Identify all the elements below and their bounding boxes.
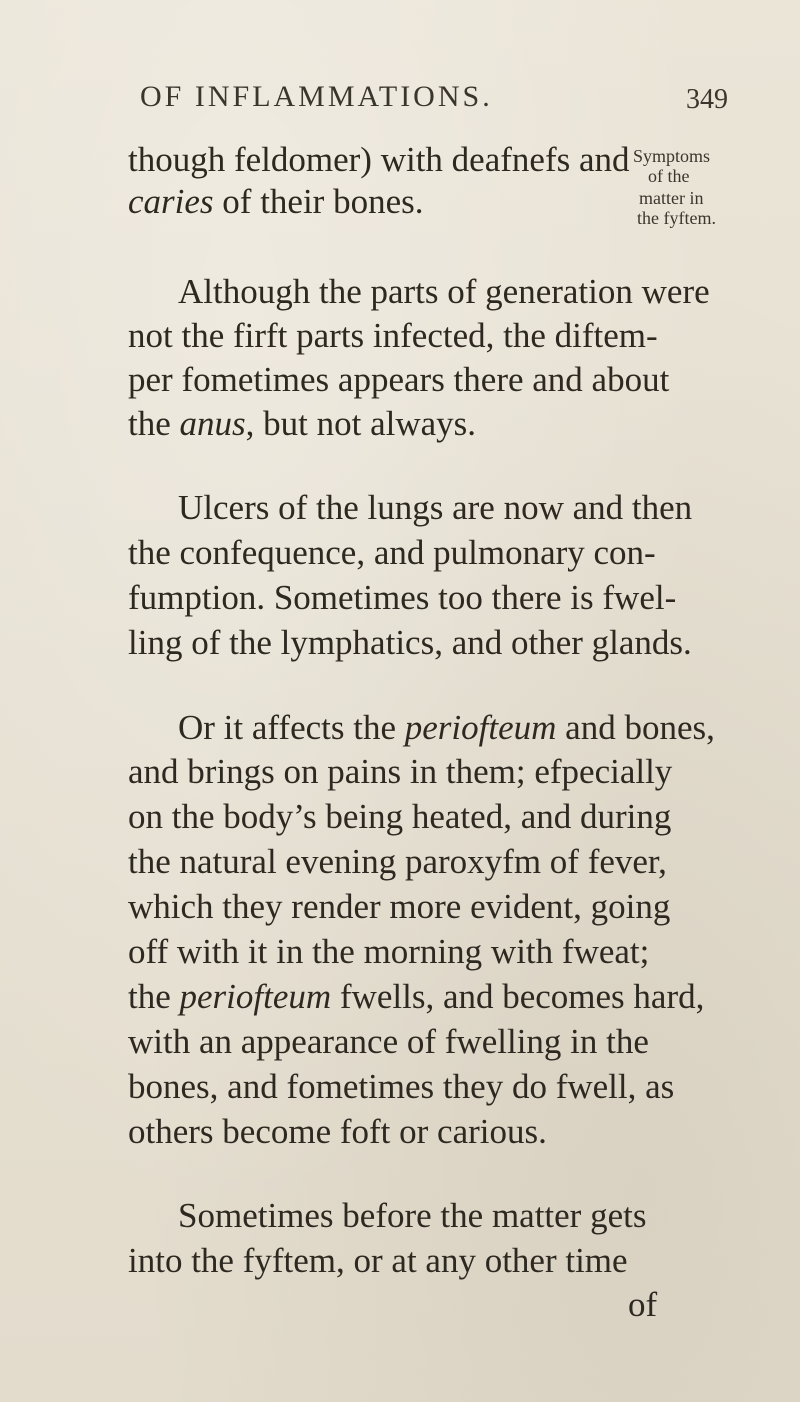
text-line: into the fyftem, or at any other time	[128, 1241, 628, 1280]
text-line: the confequence, and pulmonary con-	[128, 533, 656, 572]
text-line: the periofteum fwells, and becomes hard,	[128, 977, 705, 1016]
catchword: of	[628, 1285, 658, 1324]
margin-note-line-4: the fyftem.	[637, 208, 716, 228]
text-line: not the firft parts infected, the diftem-	[128, 316, 658, 355]
text-line: Although the parts of generation were	[178, 272, 710, 311]
text-line: others become foft or carious.	[128, 1112, 547, 1151]
text-line: per fometimes appears there and about	[128, 360, 670, 399]
text-line: and brings on pains in them; efpecially	[128, 752, 673, 791]
running-head-title: OF INFLAMMATIONS.	[140, 80, 493, 113]
text-line: which they render more evident, going	[128, 887, 671, 926]
text-line: the natural evening paroxyfm of fever,	[128, 842, 667, 881]
text-line: though feldomer) with deafnefs and	[128, 140, 630, 179]
page-number: 349	[686, 84, 728, 115]
margin-note-line-3: matter in	[639, 188, 704, 208]
text-line: on the body’s being heated, and during	[128, 797, 672, 836]
text-line: with an appearance of fwelling in the	[128, 1022, 649, 1061]
margin-note-line-1: Symptoms	[633, 146, 711, 166]
text-line: ling of the lymphatics, and other glands.	[128, 623, 692, 662]
text-line: fumption. Sometimes too there is fwel-	[128, 578, 677, 617]
text-line: the anus, but not always.	[128, 404, 477, 443]
text-line: caries of their bones.	[128, 182, 424, 221]
margin-note-line-2: of the	[648, 166, 690, 186]
text-line: bones, and fometimes they do fwell, as	[128, 1067, 675, 1106]
text-line: Ulcers of the lungs are now and then	[178, 488, 693, 527]
text-line: Or it affects the periofteum and bones,	[178, 708, 715, 747]
text-line: Sometimes before the matter gets	[178, 1196, 647, 1235]
text-line: off with it in the morning with fweat;	[128, 932, 650, 971]
